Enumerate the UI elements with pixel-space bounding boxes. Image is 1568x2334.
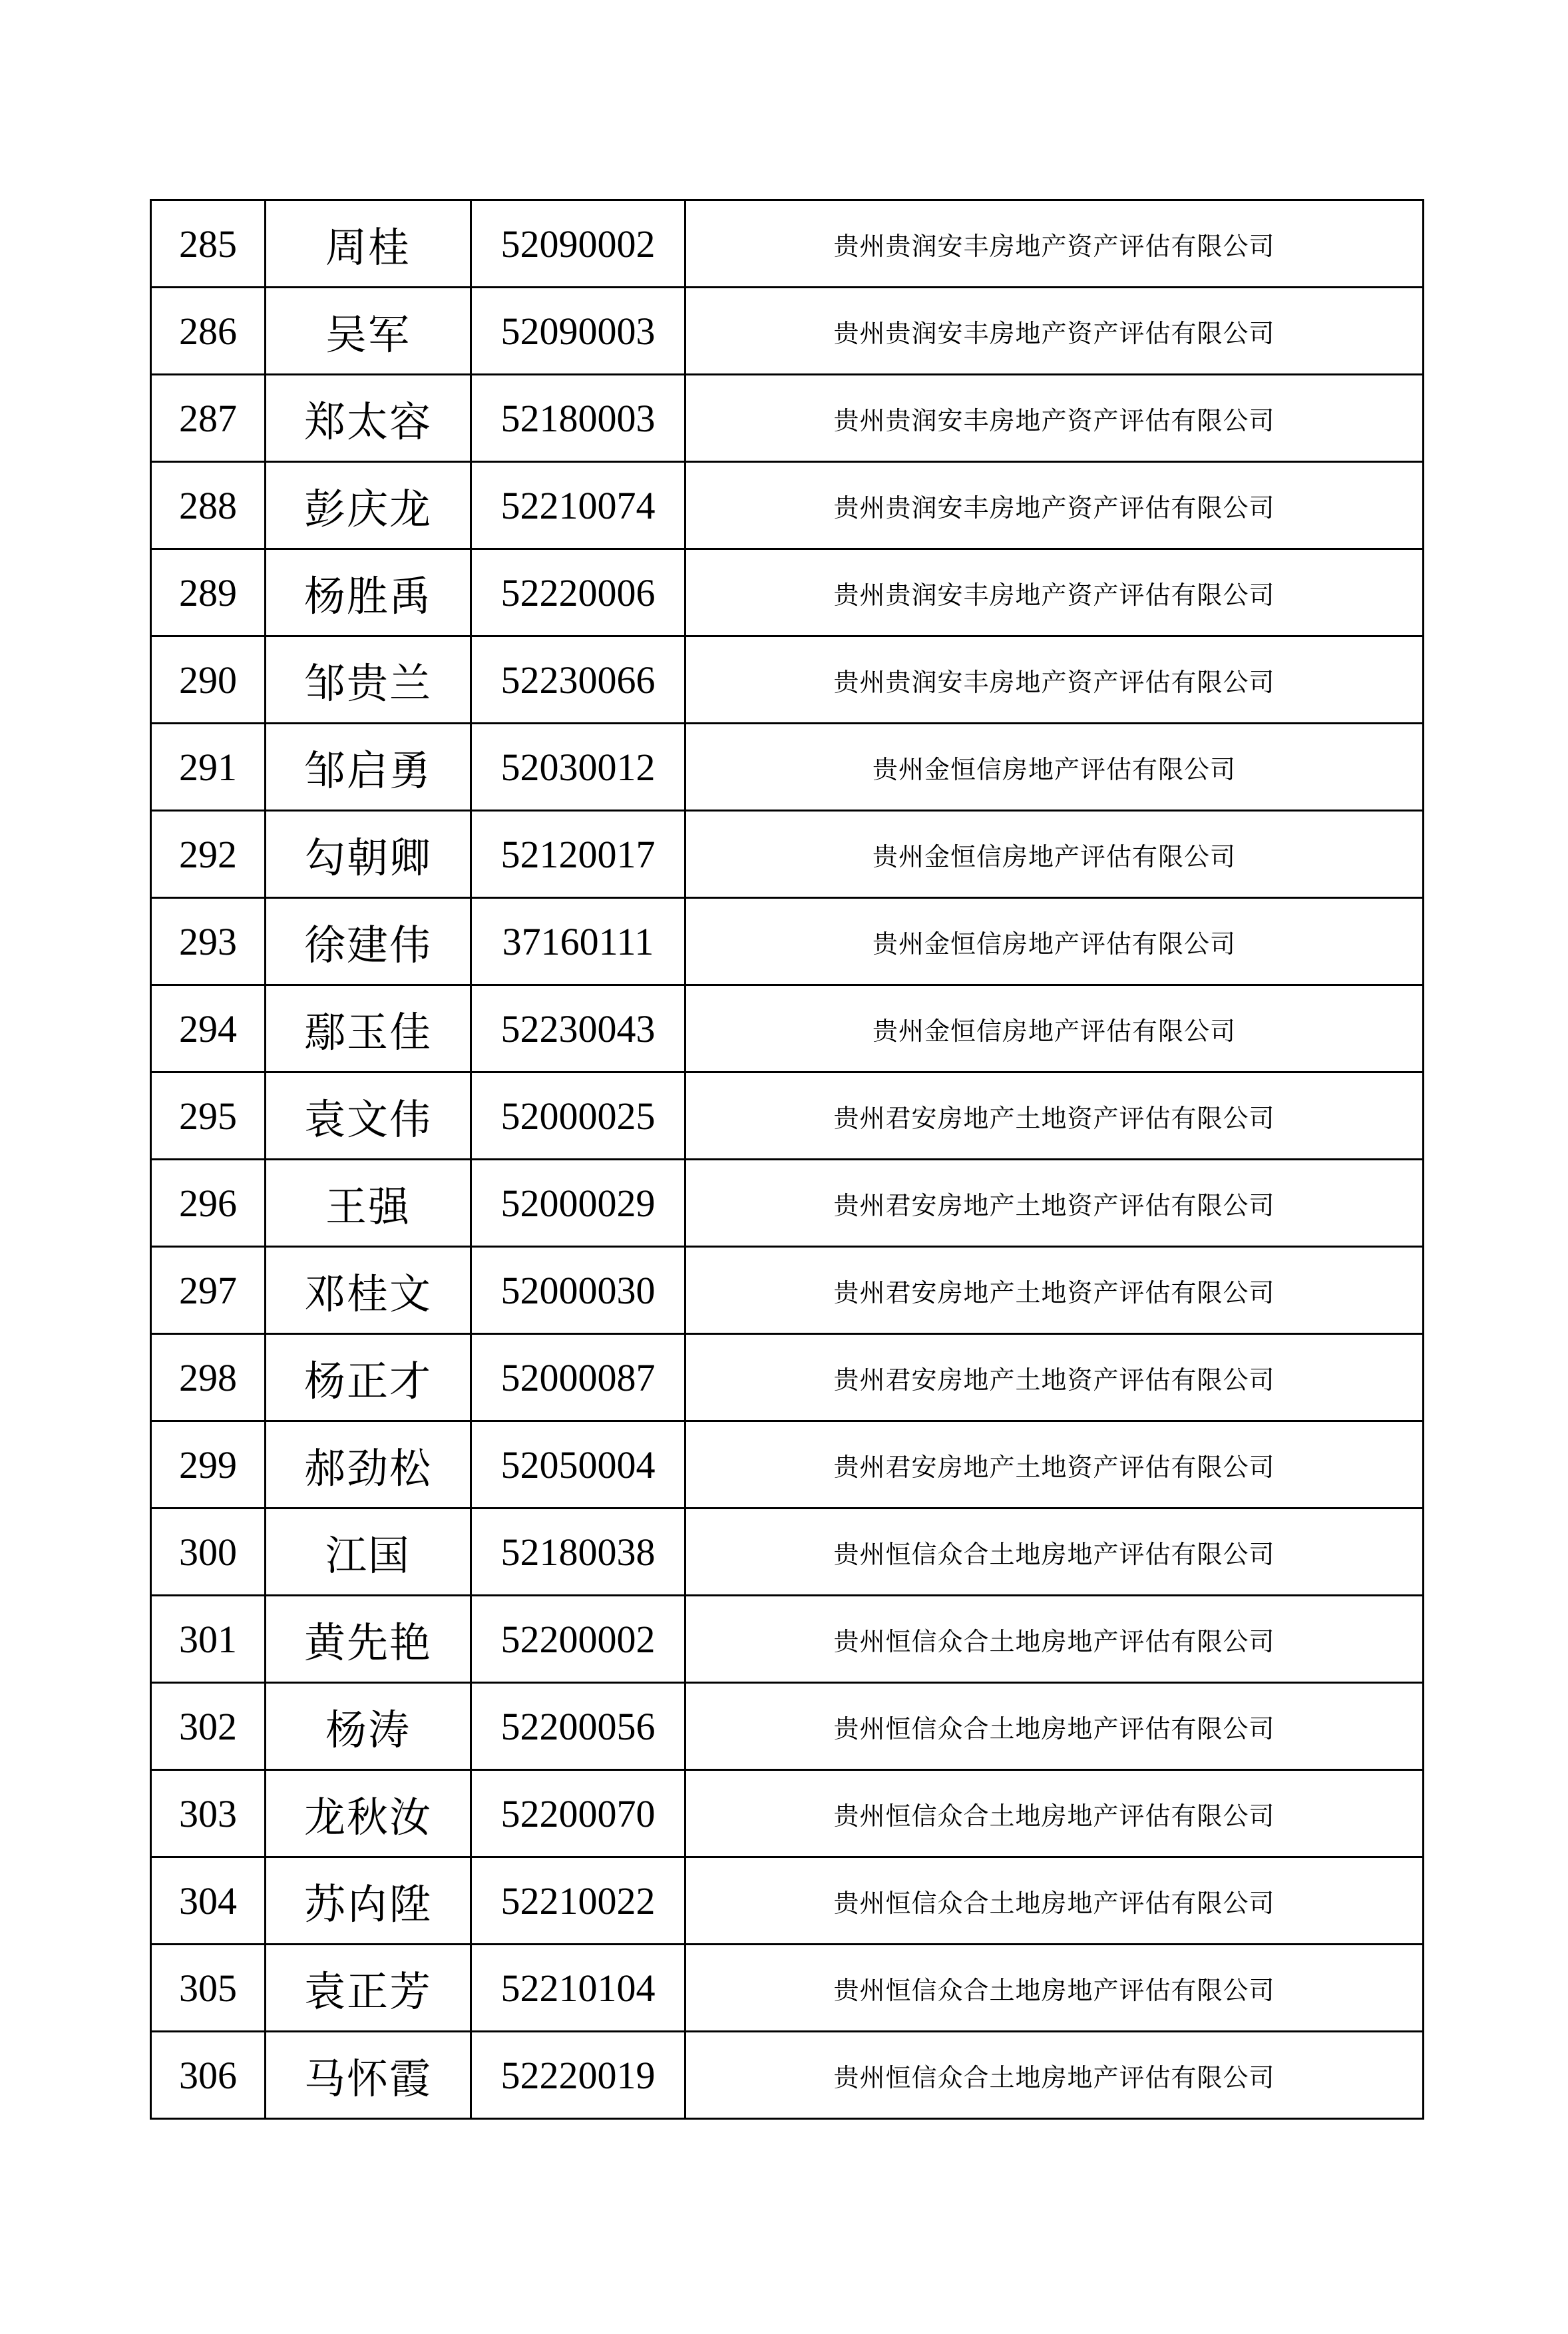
organization-name-cell: 贵州贵润安丰房地产资产评估有限公司 (686, 288, 1424, 375)
table-row (151, 898, 1424, 985)
organization-name-cell: 贵州君安房地产土地资产评估有限公司 (686, 1247, 1424, 1334)
table-row (151, 375, 1424, 462)
certificate-number-cell: 52000025 (471, 1072, 686, 1160)
row-number-cell: 297 (151, 1247, 266, 1334)
table-row (151, 1596, 1424, 1683)
organization-name-cell: 贵州贵润安丰房地产资产评估有限公司 (686, 200, 1424, 288)
row-number-cell: 291 (151, 724, 266, 811)
person-name-cell: 黄先艳 (266, 1596, 471, 1683)
table-row (151, 1509, 1424, 1596)
person-name-cell: 勾朝卿 (266, 811, 471, 898)
row-number-cell: 302 (151, 1683, 266, 1770)
row-number-cell: 298 (151, 1334, 266, 1421)
organization-name-cell: 贵州贵润安丰房地产资产评估有限公司 (686, 549, 1424, 636)
roster-table-body (151, 200, 1424, 2119)
organization-name-cell: 贵州恒信众合土地房地产评估有限公司 (686, 1683, 1424, 1770)
person-name-cell: 郝劲松 (266, 1421, 471, 1509)
person-name-cell: 龙秋汝 (266, 1770, 471, 1857)
organization-name-cell: 贵州恒信众合土地房地产评估有限公司 (686, 2032, 1424, 2119)
person-name-cell: 杨胜禹 (266, 549, 471, 636)
table-row (151, 1857, 1424, 1945)
organization-name-cell: 贵州金恒信房地产评估有限公司 (686, 898, 1424, 985)
certificate-number-cell: 52000087 (471, 1334, 686, 1421)
table-row (151, 1160, 1424, 1247)
certificate-number-cell: 52180003 (471, 375, 686, 462)
person-name-cell: 周桂 (266, 200, 471, 288)
table-row (151, 288, 1424, 375)
table-row (151, 1770, 1424, 1857)
organization-name-cell: 贵州君安房地产土地资产评估有限公司 (686, 1421, 1424, 1509)
certificate-number-cell: 52120017 (471, 811, 686, 898)
organization-name-cell: 贵州恒信众合土地房地产评估有限公司 (686, 1509, 1424, 1596)
certificate-number-cell: 52200070 (471, 1770, 686, 1857)
table-row (151, 462, 1424, 549)
row-number-cell: 288 (151, 462, 266, 549)
person-name-cell: 杨涛 (266, 1683, 471, 1770)
certificate-number-cell: 52210022 (471, 1857, 686, 1945)
person-name-cell: 鄢玉佳 (266, 985, 471, 1072)
person-name-cell: 邓桂文 (266, 1247, 471, 1334)
row-number-cell: 293 (151, 898, 266, 985)
roster-sheet (150, 199, 1422, 2120)
certificate-number-cell: 52200002 (471, 1596, 686, 1683)
certificate-number-cell: 52050004 (471, 1421, 686, 1509)
certificate-number-cell: 52180038 (471, 1509, 686, 1596)
person-name-cell: 袁正芳 (266, 1945, 471, 2032)
row-number-cell: 305 (151, 1945, 266, 2032)
person-name-cell: 邹贵兰 (266, 636, 471, 724)
certificate-number-cell: 37160111 (471, 898, 686, 985)
table-row (151, 200, 1424, 288)
person-name-cell: 邹启勇 (266, 724, 471, 811)
certificate-number-cell: 52090003 (471, 288, 686, 375)
organization-name-cell: 贵州贵润安丰房地产资产评估有限公司 (686, 375, 1424, 462)
organization-name-cell: 贵州君安房地产土地资产评估有限公司 (686, 1072, 1424, 1160)
certificate-number-cell: 52210104 (471, 1945, 686, 2032)
table-row (151, 1334, 1424, 1421)
row-number-cell: 300 (151, 1509, 266, 1596)
row-number-cell: 301 (151, 1596, 266, 1683)
organization-name-cell: 贵州恒信众合土地房地产评估有限公司 (686, 1857, 1424, 1945)
organization-name-cell: 贵州恒信众合土地房地产评估有限公司 (686, 1945, 1424, 2032)
certificate-number-cell: 52210074 (471, 462, 686, 549)
table-row (151, 1247, 1424, 1334)
person-name-cell: 彭庆龙 (266, 462, 471, 549)
row-number-cell: 296 (151, 1160, 266, 1247)
table-row (151, 549, 1424, 636)
table-row (151, 724, 1424, 811)
organization-name-cell: 贵州君安房地产土地资产评估有限公司 (686, 1160, 1424, 1247)
organization-name-cell: 贵州金恒信房地产评估有限公司 (686, 811, 1424, 898)
certificate-number-cell: 52030012 (471, 724, 686, 811)
row-number-cell: 290 (151, 636, 266, 724)
organization-name-cell: 贵州恒信众合土地房地产评估有限公司 (686, 1596, 1424, 1683)
person-name-cell: 杨正才 (266, 1334, 471, 1421)
person-name-cell: 郑太容 (266, 375, 471, 462)
certificate-number-cell: 52090002 (471, 200, 686, 288)
organization-name-cell: 贵州贵润安丰房地产资产评估有限公司 (686, 636, 1424, 724)
person-name-cell: 马怀霞 (266, 2032, 471, 2119)
row-number-cell: 286 (151, 288, 266, 375)
person-name-cell: 苏禸陞 (266, 1857, 471, 1945)
organization-name-cell: 贵州君安房地产土地资产评估有限公司 (686, 1334, 1424, 1421)
organization-name-cell: 贵州金恒信房地产评估有限公司 (686, 724, 1424, 811)
table-row (151, 811, 1424, 898)
row-number-cell: 287 (151, 375, 266, 462)
table-row (151, 636, 1424, 724)
row-number-cell: 292 (151, 811, 266, 898)
certificate-number-cell: 52220006 (471, 549, 686, 636)
table-row (151, 2032, 1424, 2119)
table-row (151, 1683, 1424, 1770)
certificate-number-cell: 52230043 (471, 985, 686, 1072)
person-name-cell: 王强 (266, 1160, 471, 1247)
organization-name-cell: 贵州贵润安丰房地产资产评估有限公司 (686, 462, 1424, 549)
person-name-cell: 吴军 (266, 288, 471, 375)
row-number-cell: 306 (151, 2032, 266, 2119)
certificate-number-cell: 52000029 (471, 1160, 686, 1247)
certificate-number-cell: 52220019 (471, 2032, 686, 2119)
person-name-cell: 江国 (266, 1509, 471, 1596)
person-name-cell: 徐建伟 (266, 898, 471, 985)
certificate-number-cell: 52230066 (471, 636, 686, 724)
organization-name-cell: 贵州恒信众合土地房地产评估有限公司 (686, 1770, 1424, 1857)
organization-name-cell: 贵州金恒信房地产评估有限公司 (686, 985, 1424, 1072)
certificate-number-cell: 52000030 (471, 1247, 686, 1334)
row-number-cell: 304 (151, 1857, 266, 1945)
roster-table (150, 199, 1424, 2120)
table-row (151, 1072, 1424, 1160)
row-number-cell: 303 (151, 1770, 266, 1857)
row-number-cell: 294 (151, 985, 266, 1072)
table-row (151, 1945, 1424, 2032)
person-name-cell: 袁文伟 (266, 1072, 471, 1160)
row-number-cell: 295 (151, 1072, 266, 1160)
row-number-cell: 289 (151, 549, 266, 636)
table-row (151, 1421, 1424, 1509)
row-number-cell: 299 (151, 1421, 266, 1509)
certificate-number-cell: 52200056 (471, 1683, 686, 1770)
row-number-cell: 285 (151, 200, 266, 288)
table-row (151, 985, 1424, 1072)
